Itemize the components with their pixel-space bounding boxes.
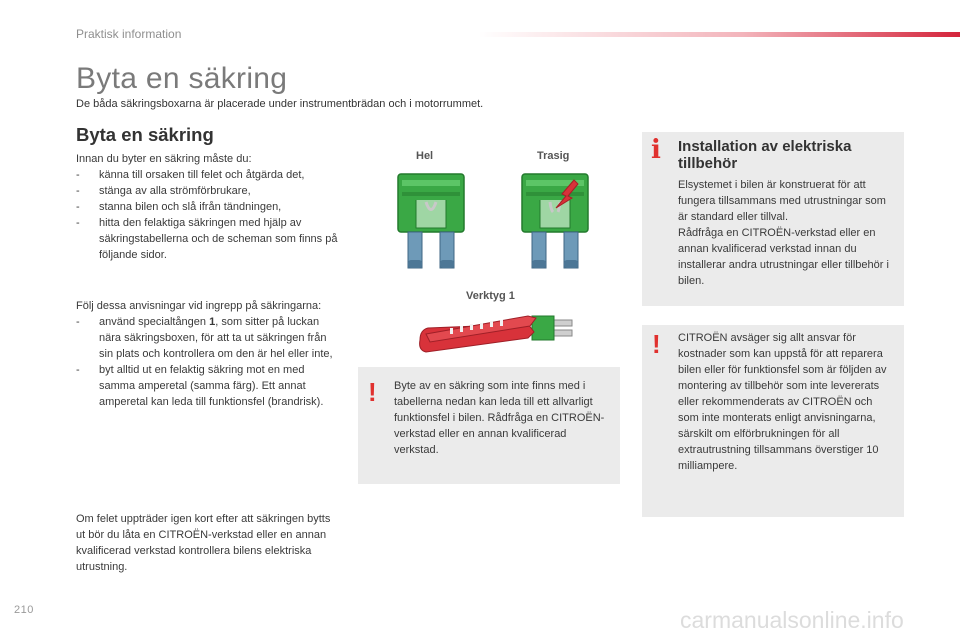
fuse-broken-label: Trasig (537, 150, 570, 162)
page-number: 210 (14, 604, 34, 616)
follow-block (76, 298, 338, 410)
tool-label: Verktyg 1 (466, 290, 515, 302)
section-label: Praktisk information (76, 27, 182, 41)
fuse-broken-image (520, 172, 592, 274)
warning-box-right (642, 325, 904, 517)
fuse-tool-image (416, 306, 576, 360)
before-list (76, 167, 338, 263)
closing-paragraph: Om felet uppträder igen kort efter att säkringen bytts ut bör du låta en CITROËN-verkstad eller en annan kvalificerad verkstad kontrollera bilens elektriska utrustning. (76, 513, 331, 573)
fuse-ok-image (396, 172, 468, 274)
page-title: Byta en säkring (76, 62, 288, 95)
info-icon: i (651, 135, 661, 165)
list-item: - känna till orsaken till felet och åtgärda det, (76, 167, 338, 183)
watermark: carmanualsonline.info (680, 607, 904, 633)
list-item (76, 314, 338, 362)
list-item: - hitta den felaktiga säkringen med hjälp av säkringstabellerna och de scheman som finns på följande sidor. (76, 215, 338, 263)
warning-text: Byte av en säkring som inte finns med i tabellerna nedan kan leda till ett allvarligt funktionsfel i bilen. Rådfråga en CITROËN-verkstad eller en annan kvalificerad verkstad. (394, 380, 605, 456)
list-item-text: använd specialtången (99, 316, 210, 328)
info-box (642, 132, 904, 306)
tool-number: 1 (209, 316, 216, 328)
info-box-title: Installation av elektriska tillbehör (678, 138, 852, 172)
before-block (76, 151, 338, 263)
warning-box-middle (358, 367, 620, 484)
before-intro: Innan du byter en säkring måste du: (76, 153, 252, 165)
list-item: - stänga av alla strömförbrukare, (76, 183, 338, 199)
follow-intro: Följ dessa anvisningar vid ingrepp på säkringarna: (76, 300, 322, 312)
header-accent-bar (478, 32, 960, 37)
info-paragraph: Rådfråga en CITROËN-verkstad eller en annan kvalificerad verkstad innan du installerar andra utrustningar eller tillbehör i bilen. (678, 227, 889, 287)
exclamation-icon: ! (368, 377, 377, 407)
list-item: - byt alltid ut en felaktig säkring mot en med samma amperetal (samma färg). Ett annat amperetal kan leda till funktionsfel (brandrisk). (76, 362, 338, 410)
info-paragraph: Elsystemet i bilen är konstruerat för att fungera tillsammans med utrustningar som är standard eller tillval. (678, 179, 886, 223)
warning-text: CITROËN avsäger sig allt ansvar för kostnader som kan uppstå för att reparera bilen eller för funktionsfel som är följden av montering av tillbehör som inte levererats eller rekommenderats av CITROËN och som inte monterats enligt anvisningarna, särskilt om elförbrukningen för all extrautrustning tillsammans överstiger 10 milliampere. (678, 332, 887, 472)
exclamation-icon: ! (652, 329, 661, 359)
page-intro: De båda säkringsboxarna är placerade under instrumentbrädan och i motorrummet. (76, 98, 484, 110)
section-subtitle: Byta en säkring (76, 124, 214, 145)
follow-list (76, 314, 338, 410)
info-box-body (678, 177, 896, 289)
fuse-ok-label: Hel (416, 150, 434, 162)
list-item: - stanna bilen och slå ifrån tändningen, (76, 199, 338, 215)
list-item-text: , som sitter på luckan nära säkringsboxen, för att ta ut säkringen från sin plats och kontrollera om den är hel eller inte, (99, 316, 333, 360)
